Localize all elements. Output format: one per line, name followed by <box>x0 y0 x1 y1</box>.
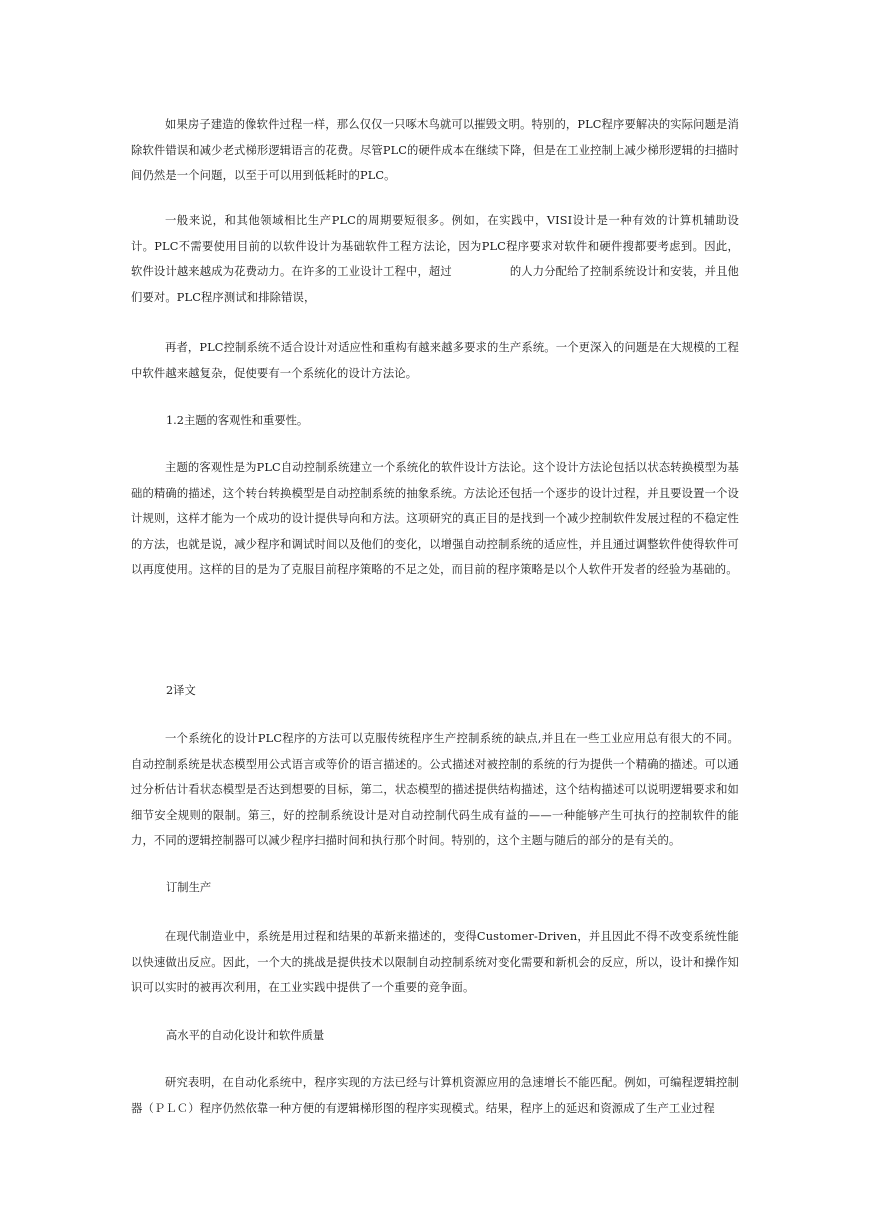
section-heading-translation: 2译文 <box>166 684 196 697</box>
paragraph-plc-cycle-part2: 的人力分配给了控制系统设计和安装，并且他们要对。PLC程序测试和排除错误， <box>131 265 739 304</box>
section-heading-automation-quality: 高水平的自动化设计和软件质量 <box>166 1029 325 1042</box>
section-heading-objectivity: 1.2主题的客观性和重要性。 <box>166 414 309 427</box>
paragraph-systematic-design: 一个系统化的设计PLC程序的方法可以克服传统程序生产控制系统的缺点,并且在一些工业应用总有很大的不同。自动控制系统是状态模型用公式语言或等价的语言描述的。公式描述对被控制的系统的行为提供一个精确的描述。可以通过分析估计看状态模型是否达到想要的目标，第二，状态模型的描述提供结构描述，这个结构描述可以说明逻辑要求和如细节安全规则的限制。第三，好的控制系统设计是对自动控制代码生成有益的——一种能够产生可执行的控制软件的能力，不同的逻辑控制器可以减少程序扫描时间和执行那个时间。特别的，这个主题与随后的部分的是有关的。 <box>131 732 739 848</box>
paragraph-automation-quality: 研究表明，在自动化系统中，程序实现的方法已经与计算机资源应用的急速增长不能匹配。例如，可编程逻辑控制器（ＰＬＣ）程序仍然依靠一种方便的有逻辑梯形图的程序实现模式。结果，程序上的延迟和资源成了生产工业过程 <box>131 1076 739 1115</box>
paragraph-custom-production: 在现代制造业中，系统是用过程和结果的革新来描述的，变得Customer-Driven，并且因此不得不改变系统性能以快速做出反应。因此，一个大的挑战是提供技术以限制自动控制系统对变化需要和新机会的反应，所以，设计和操作知识可以实时的被再次利用，在工业实践中提供了一个重要的竞争面。 <box>131 930 739 995</box>
paragraph-adaptability: 再者，PLC控制系统不适合设计对适应性和重构有越来越多要求的生产系统。一个更深入的问题是在大规模的工程中软件越来越复杂，促使要有一个系统化的设计方法论。 <box>131 341 739 380</box>
paragraph-plc-cycle-part1: 一般来说，和其他领域相比生产PLC的周期要短很多。例如，在实践中，VISI设计是一种有效的计算机辅助设计。PLC不需要使用目前的以软件设计为基础软件工程方法论，因为PLC程序要求对软件和硬件搜都要考虑到。因此，软件设计越来越成为花费动力。在许多的工业设计工程中，超过 <box>131 214 739 279</box>
paragraph-plc-cycle <box>131 208 739 310</box>
section-heading-custom-production: 订制生产 <box>166 881 212 894</box>
paragraph-intro: 如果房子建造的像软件过程一样，那么仅仅一只啄木鸟就可以摧毁文明。特别的，PLC程序要解决的实际问题是消除软件错误和减少老式梯形逻辑语言的花费。尽管PLC的硬件成本在继续下降，但是在工业控制上减少梯形逻辑的扫描时间仍然是一个问题，以至于可以用到低耗时的PLC。 <box>131 118 739 183</box>
paragraph-objectivity: 主题的客观性是为PLC自动控制系统建立一个系统化的软件设计方法论。这个设计方法论包括以状态转换模型为基础的精确的描述，这个转台转换模型是自动控制系统的抽象系统。方法论还包括一个逐步的设计过程，并且要设置一个设计规则，这样才能为一个成功的设计提供导向和方法。这项研究的真正目的是找到一个减少控制软件发展过程的不稳定性的方法，也就是说，减少程序和调试时间以及他们的变化，以增强自动控制系统的适应性，并且通过调整软件使得软件可以再度使用。这样的目的是为了克服目前程序策略的不足之处，而目前的程序策略是以个人软件开发者的经验为基础的。 <box>131 461 739 577</box>
